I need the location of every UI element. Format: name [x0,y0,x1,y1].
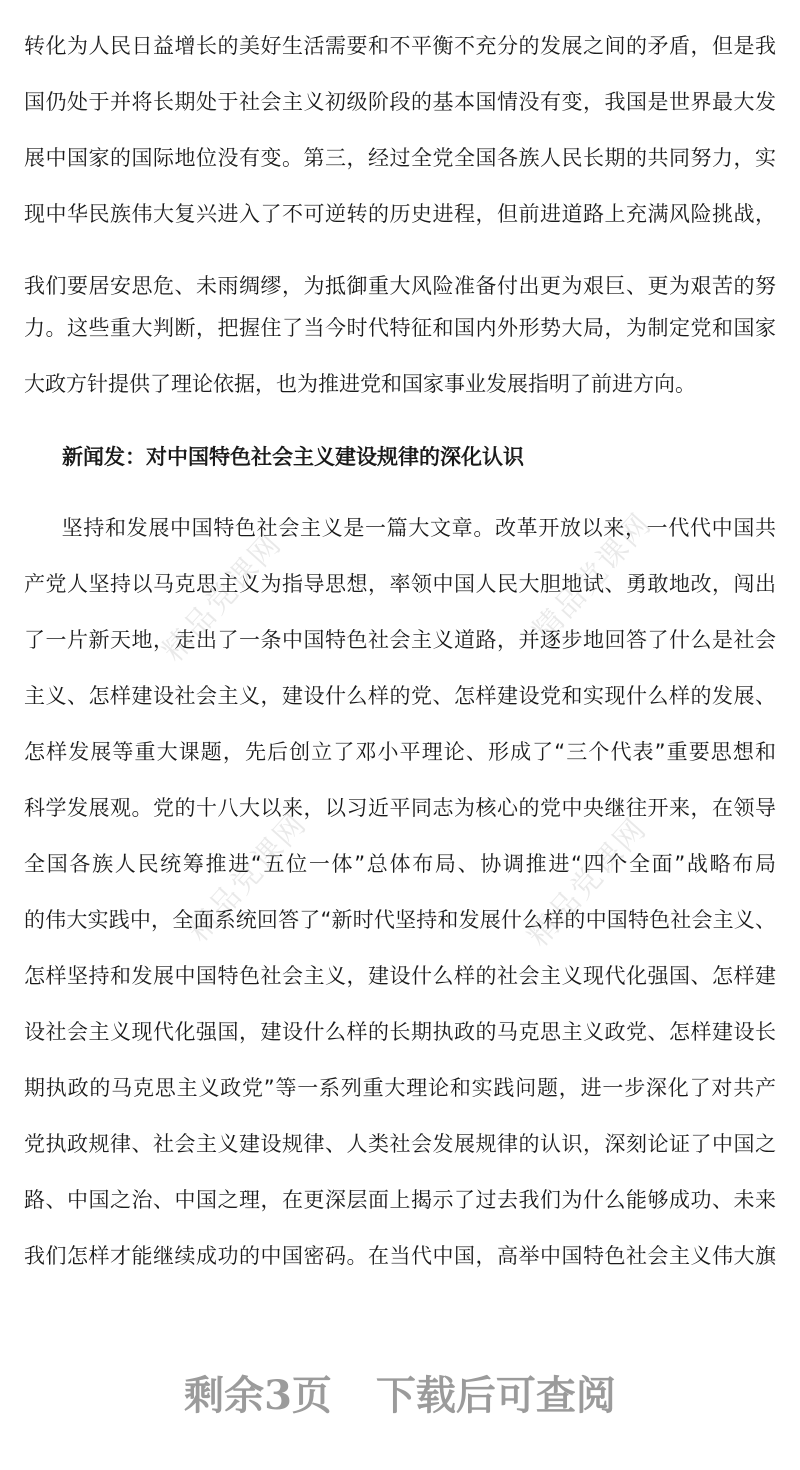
text-line: 全国各族人民统筹推进“五位一体”总体布局、协调推进“四个全面”战略布局 [24,852,776,876]
text-line: 国仍处于并将长期处于社会主义初级阶段的基本国情没有变，我国是世界最大发 [24,90,776,114]
watermark: 精品党课网 [520,811,655,954]
text-line: 我们怎样才能继续成功的中国密码。在当代中国，高举中国特色社会主义伟大旗 [24,1244,776,1268]
download-to-view-label: 下载后可查阅 [375,1372,616,1419]
text-line: 党执政规律、社会主义建设规律、人类社会发展规律的认识，深刻论证了中国之 [24,1132,776,1156]
text-line: 转化为人民日益增长的美好生活需要和不平衡不充分的发展之间的矛盾，但是我 [24,34,776,58]
text-line: 的伟大实践中，全面系统回答了“新时代坚持和发展什么样的中国特色社会主义、 [24,908,776,932]
section-heading: 新闻发：对中国特色社会主义建设规律的深化认识 [62,445,524,469]
text-line: 产党人坚持以马克思主义为指导思想，率领中国人民大胆地试、勇敢地改，闯出 [24,572,776,596]
text-line: 展中国家的国际地位没有变。第三，经过全党全国各族人民长期的共同努力，实 [24,146,776,170]
text-line: 主义、怎样建设社会主义，建设什么样的党、怎样建设党和实现什么样的发展、 [24,684,776,708]
watermark: 精品党课网 [180,806,315,949]
text-line: 科学发展观。党的十八大以来，以习近平同志为核心的党中央继往开来，在领导 [24,796,776,820]
text-line: 力。这些重大判断，把握住了当今时代特征和国内外形势大局，为制定党和国家 [24,316,776,340]
text-line: 设社会主义现代化强国，建设什么样的长期执政的马克思主义政党、怎样建设长 [24,1020,776,1044]
download-prompt[interactable] [0,1366,800,1426]
watermark: 精品党课网 [155,526,290,669]
text-line: 期执政的马克思主义政党”等一系列重大理论和实践问题，进一步深化了对共产 [24,1076,776,1100]
text-line: 坚持和发展中国特色社会主义是一篇大文章。改革开放以来，一代代中国共 [40,516,776,540]
text-line: 大政方针提供了理论依据，也为推进党和国家事业发展指明了前进方向。 [24,372,696,396]
text-line: 现中华民族伟大复兴进入了不可逆转的历史进程，但前进道路上充满风险挑战， [24,202,776,226]
watermark: 精品党课网 [525,506,660,649]
text-line: 我们要居安思危、未雨绸缪，为抵御重大风险准备付出更为艰巨、更为艰苦的努 [24,274,776,298]
text-line: 了一片新天地，走出了一条中国特色社会主义道路，并逐步地回答了什么是社会 [24,628,776,652]
remaining-pages-label: 剩余3页 [184,1372,332,1419]
text-line: 怎样发展等重大课题，先后创立了邓小平理论、形成了“三个代表”重要思想和 [24,740,776,764]
text-line: 怎样坚持和发展中国特色社会主义，建设什么样的社会主义现代化强国、怎样建 [24,964,776,988]
text-line: 路、中国之治、中国之理，在更深层面上揭示了过去我们为什么能够成功、未来 [24,1188,776,1212]
